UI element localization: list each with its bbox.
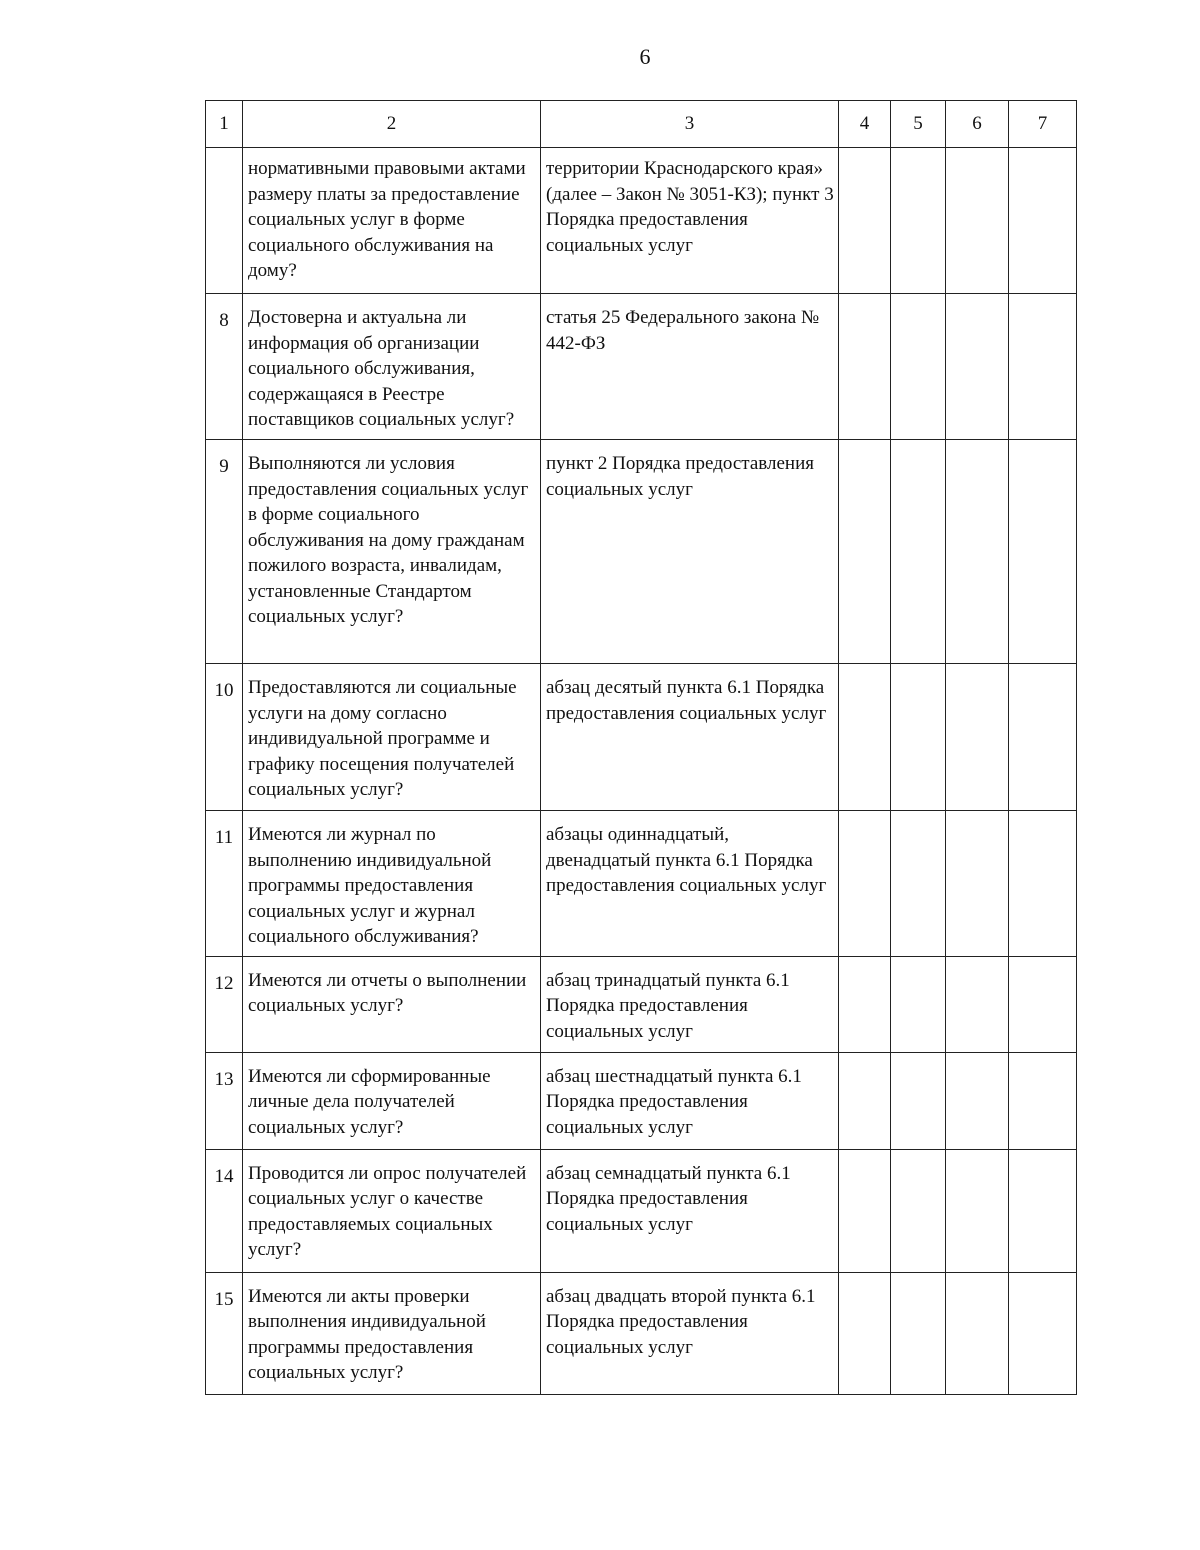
checklist-table (205, 100, 1077, 1395)
answer-cell (891, 956, 946, 1052)
row-number: 10 (206, 664, 243, 811)
question-text: Имеются ли акты проверки выполнения индивидуальной программы предоставления социальных услуг? (243, 1272, 541, 1394)
table-row (206, 811, 1077, 957)
answer-cell (891, 294, 946, 440)
row-number: 11 (206, 811, 243, 957)
table-row (206, 440, 1077, 664)
answer-cell (1009, 1052, 1077, 1149)
table-row (206, 1149, 1077, 1272)
question-text: Проводится ли опрос получателей социальных услуг о качестве предоставляемых социальных услуг? (243, 1149, 541, 1272)
answer-cell (946, 1052, 1009, 1149)
answer-cell (839, 1272, 891, 1394)
answer-cell (839, 440, 891, 664)
answer-cell (839, 148, 891, 294)
answer-cell (946, 956, 1009, 1052)
table-row (206, 294, 1077, 440)
table-row (206, 1052, 1077, 1149)
question-text: Предоставляются ли социальные услуги на дому согласно индивидуальной программе и графику посещения получателей социальных услуг? (243, 664, 541, 811)
legal-reference: абзац семнадцатый пункта 6.1 Порядка предоставления социальных услуг (541, 1149, 839, 1272)
answer-cell (1009, 1272, 1077, 1394)
question-text: Имеются ли отчеты о выполнении социальных услуг? (243, 956, 541, 1052)
row-number: 14 (206, 1149, 243, 1272)
table-header-row (206, 101, 1077, 148)
answer-cell (839, 664, 891, 811)
answer-cell (1009, 811, 1077, 957)
answer-cell (839, 1052, 891, 1149)
row-number: 15 (206, 1272, 243, 1394)
row-number: 12 (206, 956, 243, 1052)
legal-reference: абзац тринадцатый пункта 6.1 Порядка предоставления социальных услуг (541, 956, 839, 1052)
answer-cell (946, 148, 1009, 294)
legal-reference: абзац двадцать второй пункта 6.1 Порядка предоставления социальных услуг (541, 1272, 839, 1394)
answer-cell (946, 294, 1009, 440)
answer-cell (1009, 956, 1077, 1052)
row-number (206, 148, 243, 294)
row-number: 13 (206, 1052, 243, 1149)
legal-reference: абзац шестнадцатый пункта 6.1 Порядка предоставления социальных услуг (541, 1052, 839, 1149)
answer-cell (946, 1272, 1009, 1394)
column-header: 1 (206, 101, 243, 148)
table-row (206, 664, 1077, 811)
legal-reference: территории Краснодарского края» (далее – Закон № 3051-КЗ); пункт 3 Порядка предоставления социальных услуг (541, 148, 839, 294)
answer-cell (1009, 440, 1077, 664)
answer-cell (946, 811, 1009, 957)
answer-cell (891, 664, 946, 811)
table-row (206, 148, 1077, 294)
legal-reference: абзацы одиннадцатый, двенадцатый пункта 6.1 Порядка предоставления социальных услуг (541, 811, 839, 957)
answer-cell (891, 811, 946, 957)
answer-cell (891, 440, 946, 664)
answer-cell (1009, 664, 1077, 811)
column-header: 5 (891, 101, 946, 148)
legal-reference: статья 25 Федерального закона № 442-ФЗ (541, 294, 839, 440)
answer-cell (839, 294, 891, 440)
table-row (206, 956, 1077, 1052)
answer-cell (1009, 1149, 1077, 1272)
page-number: 6 (639, 44, 651, 69)
question-text: Достоверна и актуальна ли информация об организации социального обслуживания, содержащаяся в Реестре поставщиков социальных услуг? (243, 294, 541, 440)
answer-cell (891, 1149, 946, 1272)
answer-cell (1009, 148, 1077, 294)
answer-cell (946, 1149, 1009, 1272)
answer-cell (891, 1272, 946, 1394)
question-text: Имеются ли журнал по выполнению индивидуальной программы предоставления социальных услуг и журнал социального обслуживания? (243, 811, 541, 957)
question-text: Имеются ли сформированные личные дела получателей социальных услуг? (243, 1052, 541, 1149)
column-header: 6 (946, 101, 1009, 148)
legal-reference: абзац десятый пункта 6.1 Порядка предоставления социальных услуг (541, 664, 839, 811)
answer-cell (891, 1052, 946, 1149)
column-header: 4 (839, 101, 891, 148)
answer-cell (891, 148, 946, 294)
row-number: 8 (206, 294, 243, 440)
legal-reference: пункт 2 Порядка предоставления социальных услуг (541, 440, 839, 664)
row-number: 9 (206, 440, 243, 664)
answer-cell (1009, 294, 1077, 440)
answer-cell (839, 811, 891, 957)
answer-cell (839, 1149, 891, 1272)
column-header: 3 (541, 101, 839, 148)
answer-cell (946, 664, 1009, 811)
column-header: 7 (1009, 101, 1077, 148)
question-text: Выполняются ли условия предоставления социальных услуг в форме социального обслуживания на дому гражданам пожилого возраста, инвалидам, установленные Стандартом социальных услуг? (243, 440, 541, 664)
answer-cell (839, 956, 891, 1052)
question-text: нормативными правовыми актами размеру платы за предоставление социальных услуг в форме социального обслуживания на дому? (243, 148, 541, 294)
answer-cell (946, 440, 1009, 664)
table-row (206, 1272, 1077, 1394)
column-header: 2 (243, 101, 541, 148)
